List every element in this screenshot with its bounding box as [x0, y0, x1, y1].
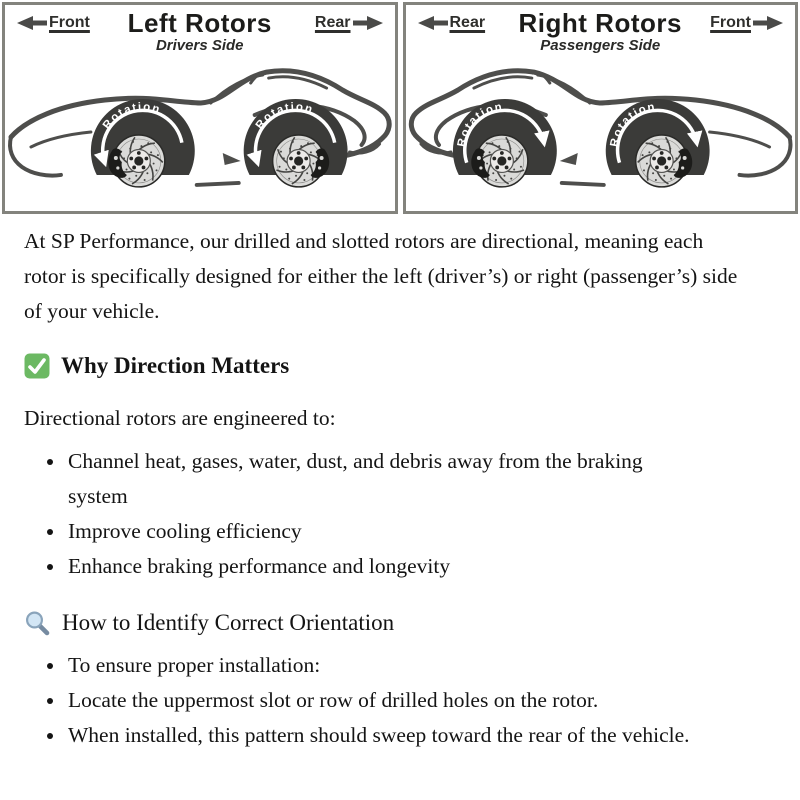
list-item: • Channel heat, gases, water, dust, and debris away from the braking system [66, 444, 680, 514]
rotation-label: Rotation [608, 101, 657, 148]
why-lead-text: Directional rotors are engineered to: [24, 406, 336, 430]
list-item: • Locate the uppermost slot or row of drilled holes on the rotor. [66, 683, 780, 718]
magnifier-icon [24, 610, 51, 637]
front-direction-label [17, 14, 90, 32]
left-arrow-icon [17, 15, 47, 31]
panel-subtitle: Drivers Side [155, 37, 244, 55]
left-arrow-icon [418, 15, 448, 31]
rotor-diagram [0, 0, 800, 214]
right-car-illustration [406, 57, 796, 211]
panel-title: Left Rotors [127, 8, 272, 38]
intro-paragraph: At SP Performance, our drilled and slotted rotors are directional, meaning each rotor is specifically designed for either the left (driver’s) or right (passenger’s) side of your vehicle. [24, 229, 738, 323]
why-bullet-list [24, 444, 780, 584]
left-car-illustration [5, 57, 395, 211]
panel-subtitle: Passengers Side [540, 37, 661, 55]
why-direction-matters-heading [24, 351, 780, 381]
rotation-label: Rotation [253, 101, 316, 132]
right-rotors-panel [403, 2, 799, 214]
right-arrow-icon [753, 15, 783, 31]
direction-label-text: Rear [449, 14, 486, 31]
right-arrow-icon [353, 15, 383, 31]
rear-direction-label [315, 14, 383, 32]
rotation-label: Rotation [100, 101, 163, 132]
panel-title: Right Rotors [518, 8, 682, 38]
direction-label-text: Front [710, 14, 751, 31]
rotation-label: Rotation [455, 101, 504, 148]
list-item: • When installed, this pattern should sweep toward the rear of the vehicle. [66, 718, 736, 753]
list-item: • Enhance braking performance and longevity [66, 549, 780, 584]
how-bullet-list [24, 648, 780, 753]
left-panel-header [5, 5, 395, 57]
direction-label-text: Front [49, 14, 90, 31]
check-mark-icon [24, 353, 50, 379]
list-item: • To ensure proper installation: [66, 648, 780, 683]
front-direction-label [710, 14, 783, 32]
direction-label-text: Rear [314, 14, 351, 31]
how-to-identify-heading [24, 608, 780, 638]
heading-text: How to Identify Correct Orientation [62, 610, 395, 635]
rear-direction-label [418, 14, 486, 32]
right-panel-header [406, 5, 796, 57]
article-body [0, 214, 800, 753]
heading-text: Why Direction Matters [61, 353, 290, 378]
list-item: • Improve cooling efficiency [66, 514, 780, 549]
left-rotors-panel [2, 2, 398, 214]
